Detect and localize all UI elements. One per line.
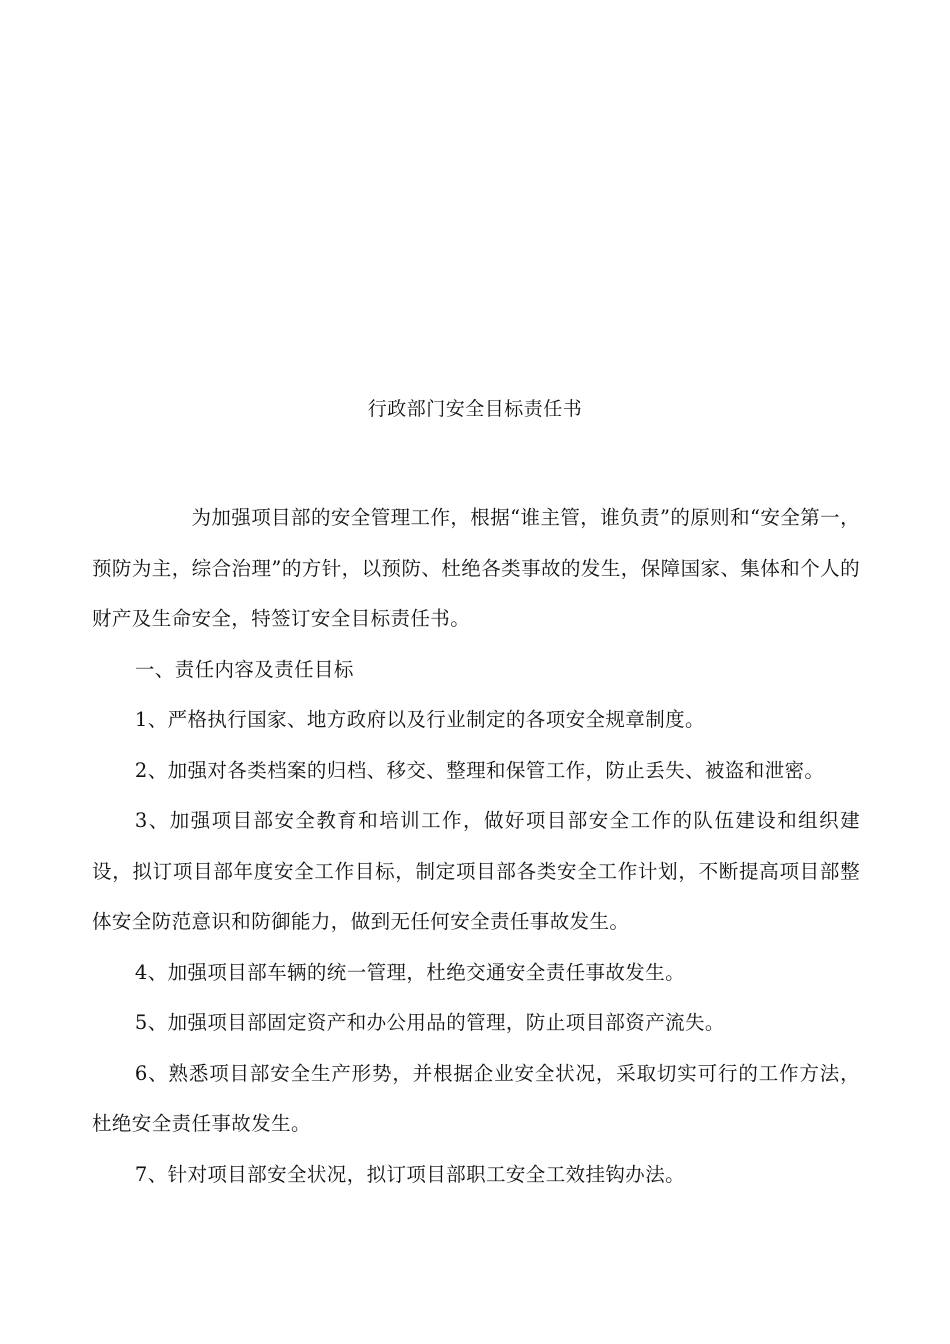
item-6: 6、熟悉项目部安全生产形势，并根据企业安全状况，采取切实可行的工作方法，杜绝安全责任事故发生。	[92, 1061, 860, 1135]
item-5: 5、加强项目部固定资产和办公用品的管理，防止项目部资产流失。	[134, 1011, 725, 1034]
item-3: 3、加强项目部安全教育和培训工作，做好项目部安全工作的队伍建设和组织建设，拟订项目部年度安全工作目标，制定项目部各类安全工作计划，不断提高项目部整体安全防范意识和防御能力，做到无任何安全责任事故发生。	[92, 809, 860, 933]
document-body	[92, 493, 860, 1200]
item-4: 4、加强项目部车辆的统一管理，杜绝交通安全责任事故发生。	[134, 960, 685, 984]
intro-paragraph: 为加强项目部的安全管理工作，根据“谁主管，谁负责”的原则和“安全第一，预防为主，综合治理”的方针，以预防、杜绝各类事故的发生，保障国家、集体和个人的财产及生命安全，特签订安全目标责任书。	[92, 506, 860, 630]
item-2: 2、加强对各类档案的归档、移交、整理和保管工作，防止丢失、被盗和泄密。	[134, 758, 825, 782]
item-7: 7、针对项目部安全状况，拟订项目部职工安全工效挂钩办法。	[134, 1162, 685, 1186]
document-title: 行政部门安全目标责任书	[367, 398, 583, 420]
item-1: 1、严格执行国家、地方政府以及行业制定的各项安全规章制度。	[134, 708, 705, 731]
section-heading: 一、责任内容及责任目标	[134, 657, 354, 681]
